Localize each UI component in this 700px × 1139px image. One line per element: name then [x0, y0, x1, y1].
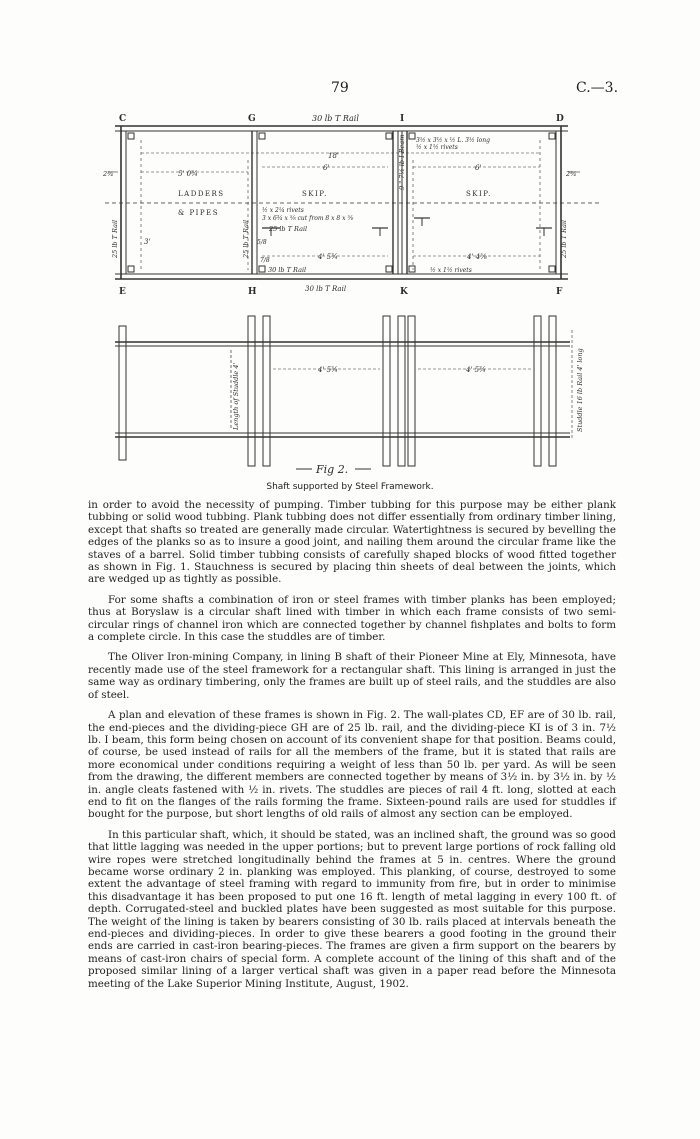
dimension-18: 18'	[328, 152, 339, 160]
pipes-label: & PIPES	[178, 209, 220, 217]
corner-label-i: I	[400, 114, 405, 124]
studdle-rail-label: Studdle 16 lb Rail 4' long	[576, 348, 584, 432]
skip-left-label: SKIP.	[302, 190, 328, 198]
rail-bottom-label: 30 lb T Rail	[305, 285, 347, 293]
dimension-6-right: 6'	[475, 164, 482, 172]
figure-number: Fig 2.	[316, 463, 349, 476]
rivets-mid-label: ½ x 2¼ rivets	[262, 207, 304, 214]
rail-right-label: 25 lb T Rail	[560, 219, 568, 258]
plan-view	[105, 126, 600, 279]
page-number: 79	[331, 80, 349, 96]
dimension-3: 3'	[144, 238, 151, 246]
corner-label-f: F	[556, 287, 563, 297]
dimension-4-5: 4' 5¾	[318, 253, 338, 261]
dimension-5-8: 5/8	[257, 239, 267, 246]
paragraph: In this particular shaft, which, it should be stated, was an inclined shaft, the ground was so good that little lagging was needed in the upper portions; but to prevent large portions of rock falling old wire ropes were stretched longitudinally behind the frames at 5 in. centres. Where the ground became worse ordinary 2 in. planking was employed. This planking, of course, destroyed to some extent the advantage of steel framing with regard to immunity from fire, but in order to minimise this disadvantage it has been proposed to put one 16 ft. length of metal lagging in every 100 ft. of depth. Corrugated-steel and buckled plates have been suggested as most suitable for this purpose. The weight of the lining is taken by bearers consisting of 30 lb. rails placed at intervals beneath the end-pieces and dividing-pieces. In order to give these bearers a good footing in the ground their ends are carried in cast-iron bearing-pieces. The frames are given a firm support on the bearers by means of cast-iron chairs of special form. A complete account of the lining of this shaft and of the proposed similar lining of a larger vertical shaft was given in a paper read before the Minnesota meeting of the Lake Superior Mining Institute, August, 1902.	[88, 828, 616, 990]
paragraph: The Oliver Iron-mining Company, in lining B shaft of their Pioneer Mine at Ely, Minnesota, have recently made use of the steel framework for a rectangular shaft. This lining is arranged in just the same way as ordinary timbering, only the frames are built up of steel rails, and the studdles are also of steel.	[88, 651, 616, 701]
paragraph: For some shafts a combination of iron or steel frames with timber planks has been employed; thus at Boryslaw is a circular shaft lined with timber in which each frame consists of two semi-circular rings of channel iron which are connected together by channel fishplates and bolts to form a complete circle. In this case the studdles are of timber.	[88, 593, 616, 644]
dimension-2-3-left: 2¾	[103, 170, 114, 178]
rail-tee-label: 25 lb T Rail	[269, 225, 308, 233]
rivets-top-label-2: ½ x 1½ rivets	[416, 144, 458, 151]
corner-label-k: K	[400, 287, 408, 297]
dimension-7-8: 7/8	[260, 257, 270, 264]
corner-label-e: E	[119, 287, 126, 297]
corner-label-d: D	[556, 114, 564, 124]
paragraph: A plan and elevation of these frames is shown in Fig. 2. The wall-plates CD, EF are of 30 lb. rail, the end-pieces and the dividing-piece GH are of 25 lb. rail, and the dividing-piece KI is of 3 in. 7½ lb. I beam, this form being chosen on account of its convenient shape for that position. Beams could, of course, be used instead of rails for all the members of the frame, but it is stated that rails are more economical under conditions requiring a weight of less than 50 lb. per yard. As will be seen from the drawing, the different members are connected together by means of 3½ in. by 3½ in. by ½ in. angle cleats fastened with ½ in. rivets. The studdles are pieces of rail 4 ft. long, slotted at each end to fit on the flanges of the rails forming the frame. Sixteen-pound rails are used for studdles if bought for the purpose, but short lengths of old rails of almost any section can be employed.	[88, 709, 616, 821]
paragraph: in order to avoid the necessity of pumping. Timber tubbing for this purpose may be either plank tubbing or solid wood tubbing. Plank tubbing does not differ essentially from ordinary timber lining, except that shafts so treated are generally made circular. Watertightness is secured by bevelling the edges of the planks so as to insure a good joint, and nailing them around the circular frame like the staves of a barrel. Solid timber tubbing consists of carefully shaped blocks of wood fitted together as shown in Fig. 1. Stauchness is secured by placing thin sheets of deal between the joints, which are wedged up as tightly as possible.	[88, 499, 616, 586]
dimension-4-4: 4' 4⅜	[467, 253, 487, 261]
i-beam-label: 9 " 7½ lb I Beam	[398, 134, 406, 190]
dimension-4-5-lower-left: 4' 5¾	[318, 366, 338, 374]
corner-label-g: G	[248, 114, 256, 124]
dimension-5-0: 5' 0¾	[178, 170, 198, 178]
rivets-top-label: 3½ x 3½ x ½ L. 3½ long	[416, 137, 490, 144]
body-text	[88, 499, 616, 998]
elevation-view	[115, 316, 572, 466]
dimension-2-3-right: 2¾	[566, 170, 577, 178]
rivets-mid-label-2: 3 x 6¾ x ⅝ cut from 8 x 8 x ⅝	[262, 215, 354, 222]
dimension-6-left: 6'	[323, 164, 330, 172]
skip-right-label: SKIP.	[466, 190, 492, 198]
rivets-bottom-label: ½ x 1½ rivets	[430, 267, 472, 274]
figure-caption: Shaft supported by Steel Framework.	[266, 482, 434, 492]
rail-mid-label: 25 lb T Rail	[242, 219, 250, 258]
dimension-4-5-lower-right: 4' 5¾	[466, 366, 486, 374]
rail-top-label: 30 lb T Rail	[312, 114, 359, 123]
corner-label-h: H	[248, 287, 257, 297]
rail-inner-bottom-label: 30 lb T Rail	[268, 266, 307, 274]
ladders-label: LADDERS	[178, 190, 225, 198]
figure-2-drawing	[0, 0, 700, 500]
rail-left-label: 25 lb T Rail	[111, 219, 119, 258]
document-reference: C.—3.	[576, 80, 619, 96]
corner-label-c: C	[119, 114, 127, 124]
studdle-length-label: Length of Studdle 4'	[232, 362, 240, 430]
